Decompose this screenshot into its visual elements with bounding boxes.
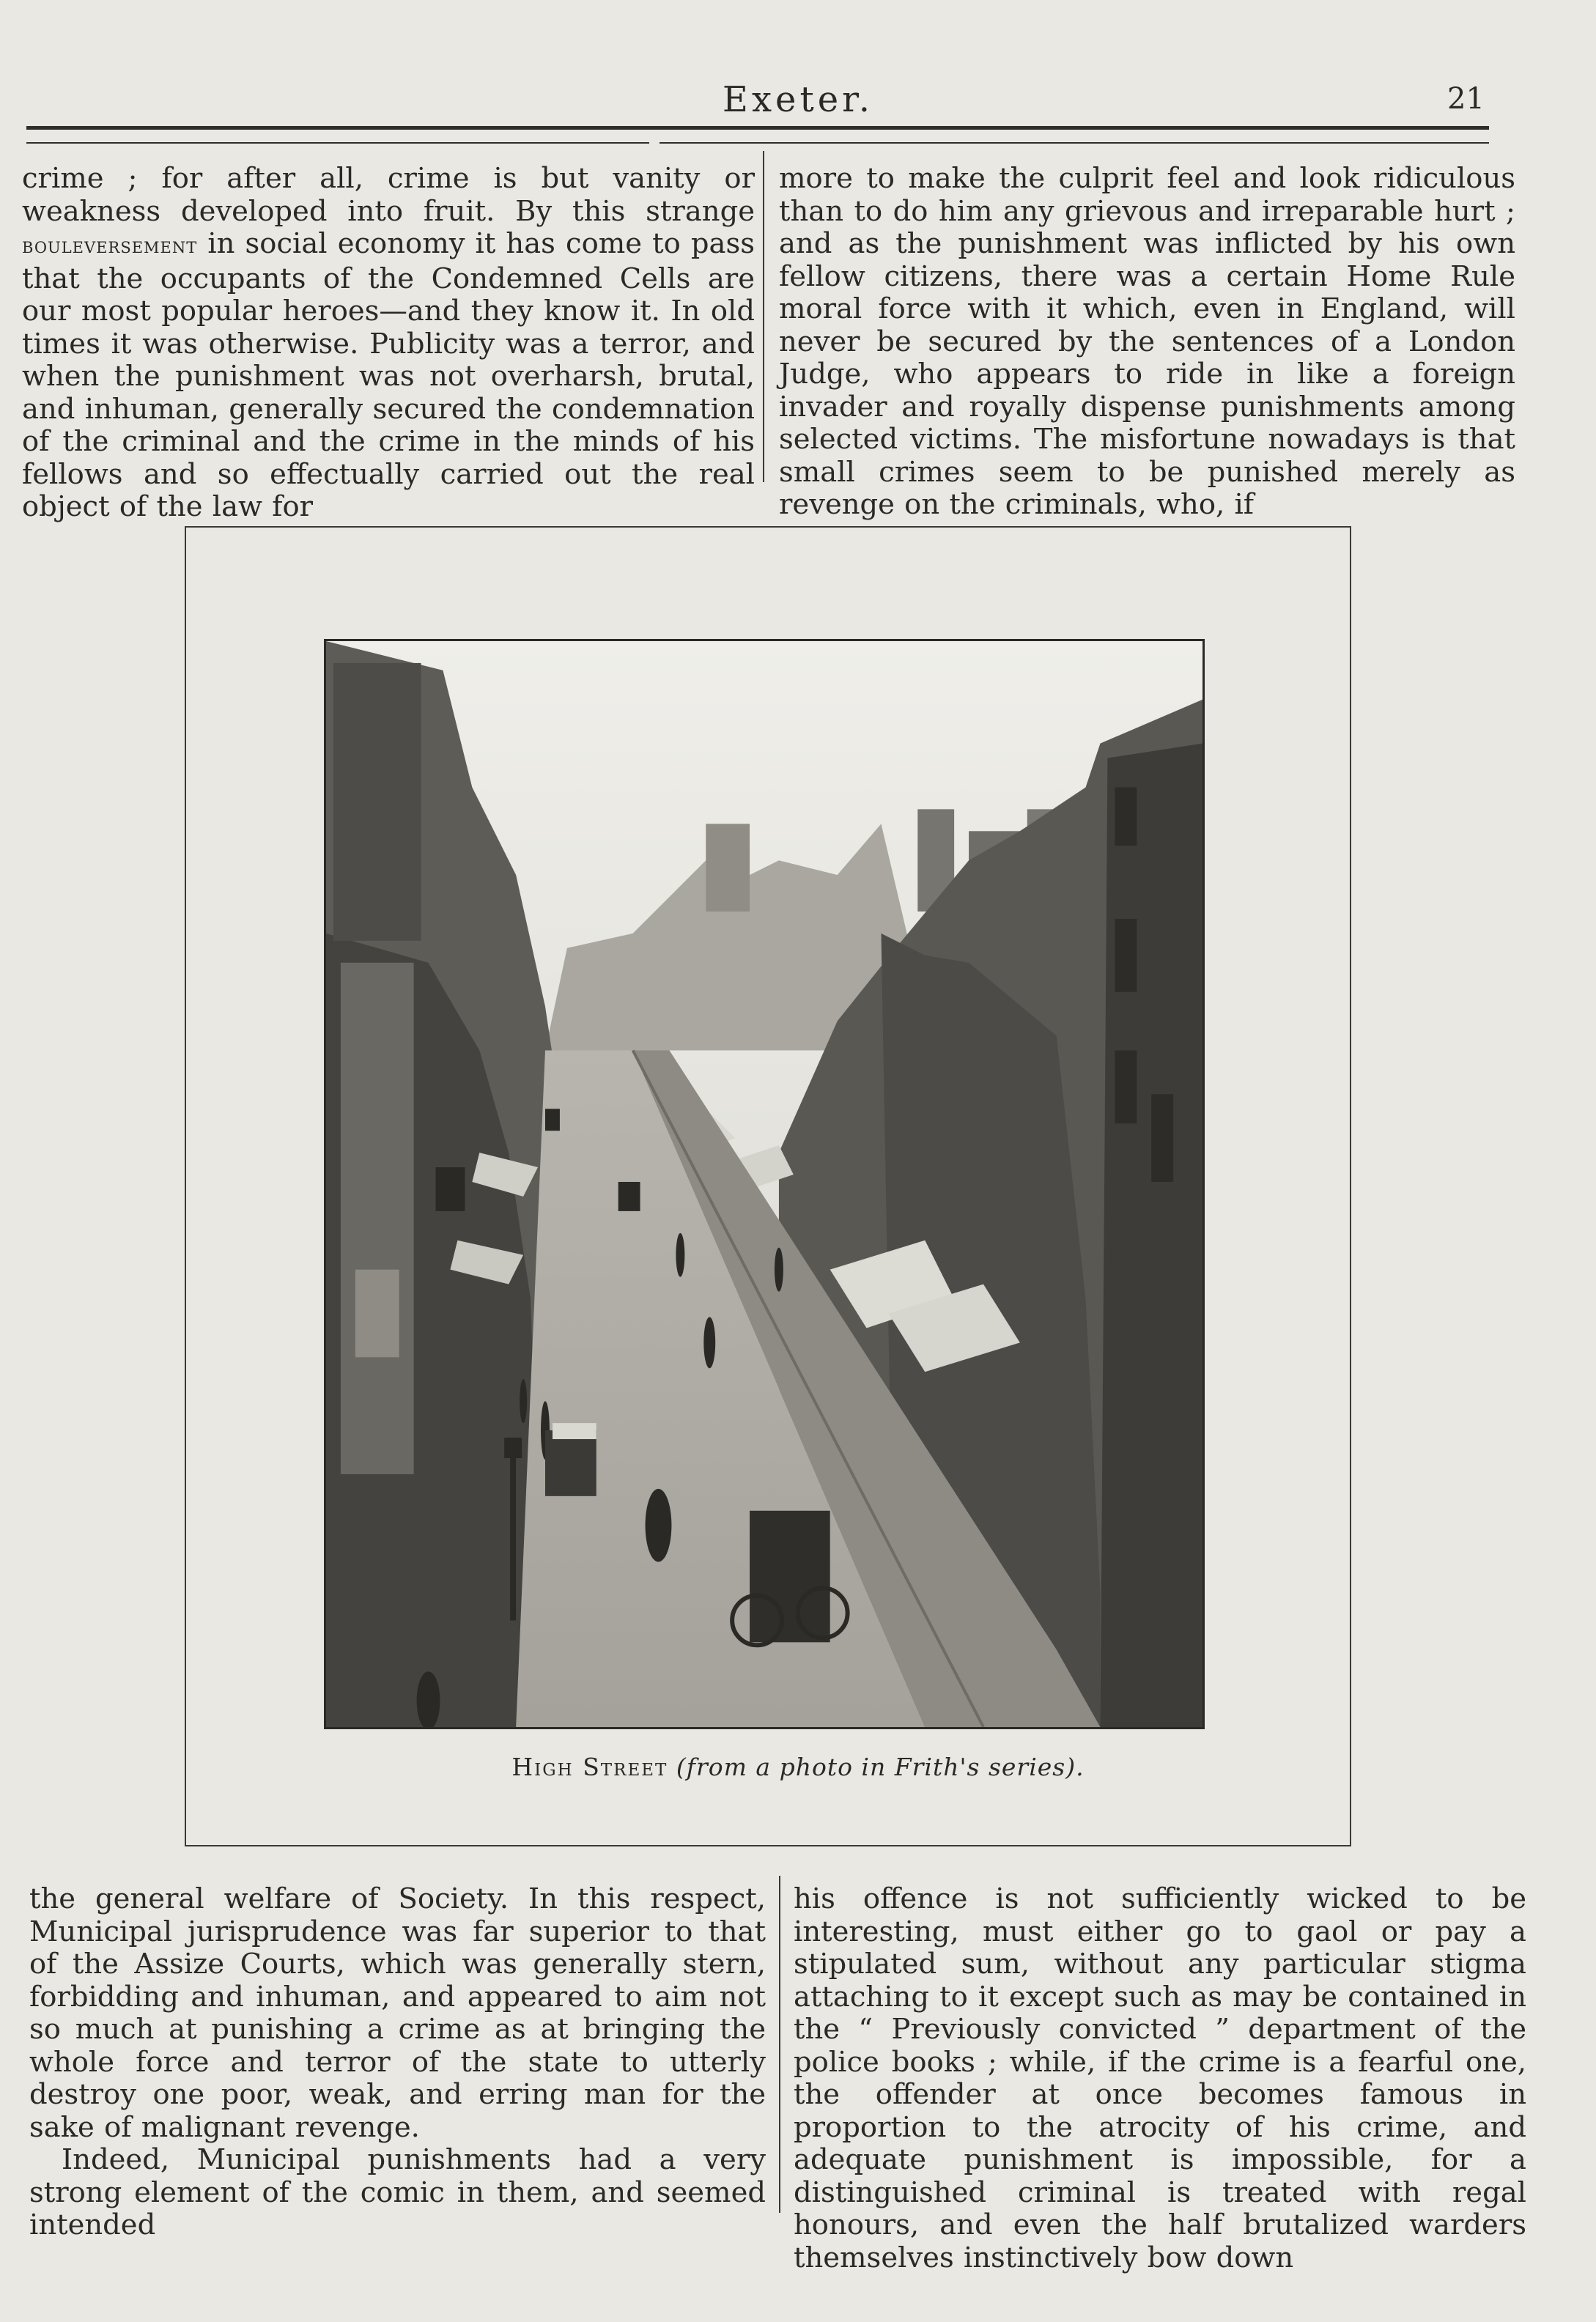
caption-title: High Street	[511, 1753, 668, 1781]
top-left-paragraph	[22, 163, 755, 524]
running-head-title: Exeter.	[722, 79, 874, 120]
header-rule-thin-left	[26, 142, 649, 144]
bottom-right-paragraph: his offence is not sufficiently wicked to be interesting, must either go to gaol or pay a stipulated sum, without any particular stigma attaching to it except such as may be contained in the “ Previously convicted ” department of the police books ; while, if the crime is a fearful one, the offender at once becomes famous in proportion to the atrocity of his crime, and adequate punishment is impossible, for a distinguished criminal is treated with regal honours, and even the half brutalized warders themselves instinctively bow down	[794, 1882, 1526, 2274]
top-left-text-b: in social economy it has come to pass that the occupants of the Condemned Cells are our most popular heroes—and they know it. In old times it was otherwise. Publicity was a terror, and when the punishment was not overharsh, brutal, and inhuman, generally secured the condemnation of the criminal and the crime in the minds of his fellows and so effectually carried out the real object of the law for	[22, 227, 755, 523]
top-left-text-a: crime ; for after all, crime is but vanity or weakness developed into fruit. By this strange	[22, 162, 755, 228]
photo-caption	[0, 1753, 1596, 1781]
bottom-left-paragraph-2: Indeed, Municipal punishments had a very strong element of the comic in them, and seemed intended	[29, 2143, 766, 2241]
bottom-left-paragraph-1: the general welfare of Society. In this respect, Municipal jurisprudence was far superior to that of the Assize Courts, which was generally stern, forbidding and inhuman, and appeared to aim not so much at punishing a crime as at bringing the whole force and terror of the state to utterly destroy one poor, weak, and erring man for the sake of malignant revenge.	[29, 1882, 766, 2144]
bottom-left-column	[29, 1883, 766, 2242]
street-scene-illustration	[326, 641, 1202, 1727]
page-number: 21	[1447, 82, 1485, 116]
header-rule-thin-right	[660, 142, 1489, 144]
caption-source: (from a photo in Frith's series).	[676, 1753, 1085, 1781]
high-street-photograph	[324, 639, 1205, 1729]
top-column-rule	[763, 151, 764, 482]
header-rule-thick	[26, 126, 1489, 130]
top-left-column	[22, 163, 755, 524]
top-right-paragraph: more to make the culprit feel and look ridiculous than to do him any grievous and irreparable hurt ; and as the punishment was inflicted by his own fellow citizens, there was a certain Home Rule moral force with it which, even in England, will never be secured by the sentences of a London Judge, who appears to ride in like a foreign invader and royally dispense punishments among selected victims. The misfortune nowadays is that small crimes seem to be punished merely as revenge on the criminals, who, if	[779, 162, 1515, 521]
top-right-column	[779, 163, 1515, 522]
bouleversement-word: bouleversement	[22, 233, 198, 259]
bottom-right-column	[794, 1883, 1526, 2274]
bottom-column-rule	[779, 1876, 780, 2213]
